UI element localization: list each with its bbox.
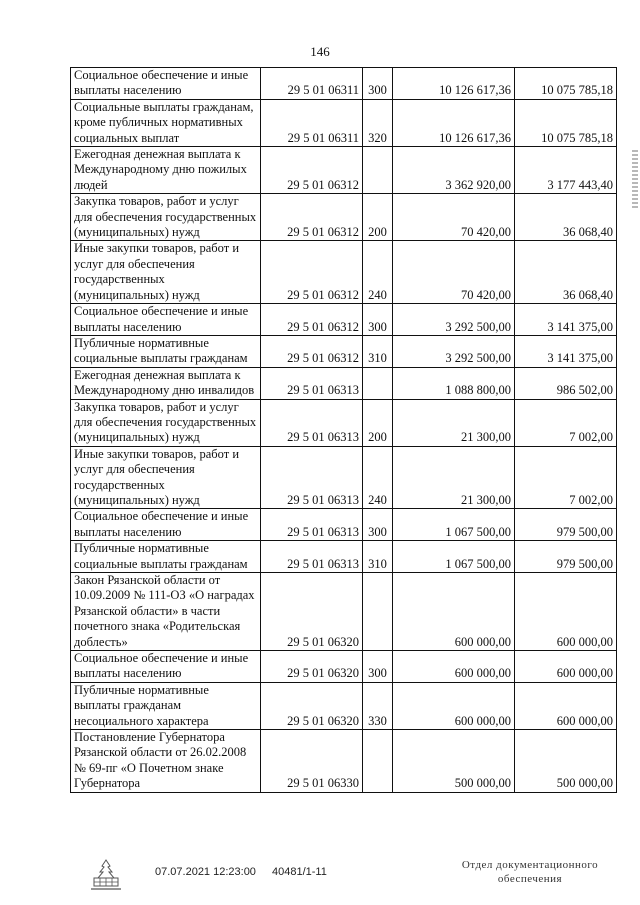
- row-planned-sum-cell: 10 126 617,36: [393, 68, 515, 100]
- row-name-cell: Иные закупки товаров, работ и услуг для обеспечения государственных (муниципальных) нужд: [71, 241, 261, 304]
- row-code-cell: 29 5 01 06313: [261, 399, 363, 446]
- row-code-cell: 29 5 01 06312: [261, 241, 363, 304]
- row-expense-type-cell: [363, 147, 393, 194]
- row-name-cell: Постановление Губернатора Рязанской области от 26.02.2008 № 69-пг «О Почетном знаке Губернатора: [71, 730, 261, 793]
- row-code-cell: 29 5 01 06320: [261, 651, 363, 683]
- row-expense-type-cell: [363, 367, 393, 399]
- row-executed-sum-cell: 10 075 785,18: [515, 68, 617, 100]
- row-expense-type-cell: 300: [363, 509, 393, 541]
- row-code-cell: 29 5 01 06312: [261, 194, 363, 241]
- row-planned-sum-cell: 1 067 500,00: [393, 509, 515, 541]
- table-row: [71, 651, 617, 683]
- row-executed-sum-cell: 979 500,00: [515, 509, 617, 541]
- budget-table-body: [71, 68, 617, 793]
- row-code-cell: 29 5 01 06312: [261, 147, 363, 194]
- row-expense-type-cell: 300: [363, 651, 393, 683]
- row-planned-sum-cell: 600 000,00: [393, 573, 515, 651]
- table-row: [71, 541, 617, 573]
- row-executed-sum-cell: 986 502,00: [515, 367, 617, 399]
- row-name-cell: Ежегодная денежная выплата к Международному дню инвалидов: [71, 367, 261, 399]
- row-executed-sum-cell: 600 000,00: [515, 682, 617, 729]
- row-name-cell: Закон Рязанской области от 10.09.2009 № 111-ОЗ «О наградах Рязанской области» в части почетного знака «Родительская доблесть»: [71, 573, 261, 651]
- row-executed-sum-cell: 7 002,00: [515, 446, 617, 509]
- row-code-cell: 29 5 01 06320: [261, 682, 363, 729]
- row-planned-sum-cell: 600 000,00: [393, 682, 515, 729]
- footer-datetime: 07.07.2021 12:23:00: [155, 866, 256, 878]
- row-code-cell: 29 5 01 06320: [261, 573, 363, 651]
- row-code-cell: 29 5 01 06313: [261, 509, 363, 541]
- row-code-cell: 29 5 01 06313: [261, 446, 363, 509]
- table-row: [71, 335, 617, 367]
- table-row: [71, 573, 617, 651]
- footer-reg-number: 40481/1-11: [272, 866, 327, 878]
- table-row: [71, 682, 617, 729]
- row-executed-sum-cell: 7 002,00: [515, 399, 617, 446]
- table-row: [71, 68, 617, 100]
- row-executed-sum-cell: 979 500,00: [515, 541, 617, 573]
- row-code-cell: 29 5 01 06312: [261, 335, 363, 367]
- row-name-cell: Ежегодная денежная выплата к Международному дню пожилых людей: [71, 147, 261, 194]
- row-expense-type-cell: [363, 730, 393, 793]
- row-expense-type-cell: 310: [363, 541, 393, 573]
- row-planned-sum-cell: 3 362 920,00: [393, 147, 515, 194]
- row-planned-sum-cell: 10 126 617,36: [393, 99, 515, 146]
- footer-department-stamp: Отдел документационного обеспечения: [461, 859, 599, 885]
- table-row: [71, 446, 617, 509]
- row-name-cell: Публичные нормативные выплаты гражданам несоциального характера: [71, 682, 261, 729]
- row-executed-sum-cell: 3 177 443,40: [515, 147, 617, 194]
- row-expense-type-cell: [363, 573, 393, 651]
- row-expense-type-cell: 310: [363, 335, 393, 367]
- table-row: [71, 147, 617, 194]
- row-name-cell: Закупка товаров, работ и услуг для обеспечения государственных (муниципальных) нужд: [71, 399, 261, 446]
- table-row: [71, 367, 617, 399]
- row-expense-type-cell: 320: [363, 99, 393, 146]
- table-row: [71, 509, 617, 541]
- row-code-cell: 29 5 01 06330: [261, 730, 363, 793]
- row-planned-sum-cell: 3 292 500,00: [393, 335, 515, 367]
- scan-edge-mark: [632, 150, 638, 210]
- row-planned-sum-cell: 70 420,00: [393, 194, 515, 241]
- row-executed-sum-cell: 500 000,00: [515, 730, 617, 793]
- row-planned-sum-cell: 500 000,00: [393, 730, 515, 793]
- row-planned-sum-cell: 70 420,00: [393, 241, 515, 304]
- table-row: [71, 730, 617, 793]
- row-expense-type-cell: 300: [363, 68, 393, 100]
- page-number: 146: [310, 44, 330, 59]
- table-row: [71, 194, 617, 241]
- row-executed-sum-cell: 3 141 375,00: [515, 335, 617, 367]
- row-executed-sum-cell: 36 068,40: [515, 194, 617, 241]
- row-name-cell: Публичные нормативные социальные выплаты гражданам: [71, 335, 261, 367]
- row-code-cell: 29 5 01 06312: [261, 304, 363, 336]
- row-name-cell: Публичные нормативные социальные выплаты гражданам: [71, 541, 261, 573]
- table-row: [71, 241, 617, 304]
- table-row: [71, 304, 617, 336]
- row-executed-sum-cell: 10 075 785,18: [515, 99, 617, 146]
- row-name-cell: Закупка товаров, работ и услуг для обеспечения государственных (муниципальных) нужд: [71, 194, 261, 241]
- row-name-cell: Социальное обеспечение и иные выплаты населению: [71, 651, 261, 683]
- row-name-cell: Социальные выплаты гражданам, кроме публичных нормативных социальных выплат: [71, 99, 261, 146]
- row-name-cell: Социальное обеспечение и иные выплаты населению: [71, 509, 261, 541]
- row-planned-sum-cell: 21 300,00: [393, 399, 515, 446]
- coat-of-arms-icon: [88, 858, 124, 892]
- row-executed-sum-cell: 36 068,40: [515, 241, 617, 304]
- footer: [0, 859, 640, 902]
- row-executed-sum-cell: 600 000,00: [515, 573, 617, 651]
- row-planned-sum-cell: 1 088 800,00: [393, 367, 515, 399]
- row-planned-sum-cell: 3 292 500,00: [393, 304, 515, 336]
- table-row: [71, 99, 617, 146]
- row-code-cell: 29 5 01 06311: [261, 99, 363, 146]
- row-name-cell: Социальное обеспечение и иные выплаты населению: [71, 68, 261, 100]
- row-executed-sum-cell: 600 000,00: [515, 651, 617, 683]
- row-planned-sum-cell: 21 300,00: [393, 446, 515, 509]
- row-name-cell: Социальное обеспечение и иные выплаты населению: [71, 304, 261, 336]
- row-expense-type-cell: 200: [363, 194, 393, 241]
- row-code-cell: 29 5 01 06313: [261, 541, 363, 573]
- table-row: [71, 399, 617, 446]
- row-expense-type-cell: 240: [363, 241, 393, 304]
- row-executed-sum-cell: 3 141 375,00: [515, 304, 617, 336]
- row-expense-type-cell: 240: [363, 446, 393, 509]
- row-code-cell: 29 5 01 06311: [261, 68, 363, 100]
- row-planned-sum-cell: 1 067 500,00: [393, 541, 515, 573]
- row-name-cell: Иные закупки товаров, работ и услуг для обеспечения государственных (муниципальных) нужд: [71, 446, 261, 509]
- row-expense-type-cell: 300: [363, 304, 393, 336]
- row-code-cell: 29 5 01 06313: [261, 367, 363, 399]
- row-expense-type-cell: 330: [363, 682, 393, 729]
- budget-table: [70, 67, 617, 793]
- row-planned-sum-cell: 600 000,00: [393, 651, 515, 683]
- row-expense-type-cell: 200: [363, 399, 393, 446]
